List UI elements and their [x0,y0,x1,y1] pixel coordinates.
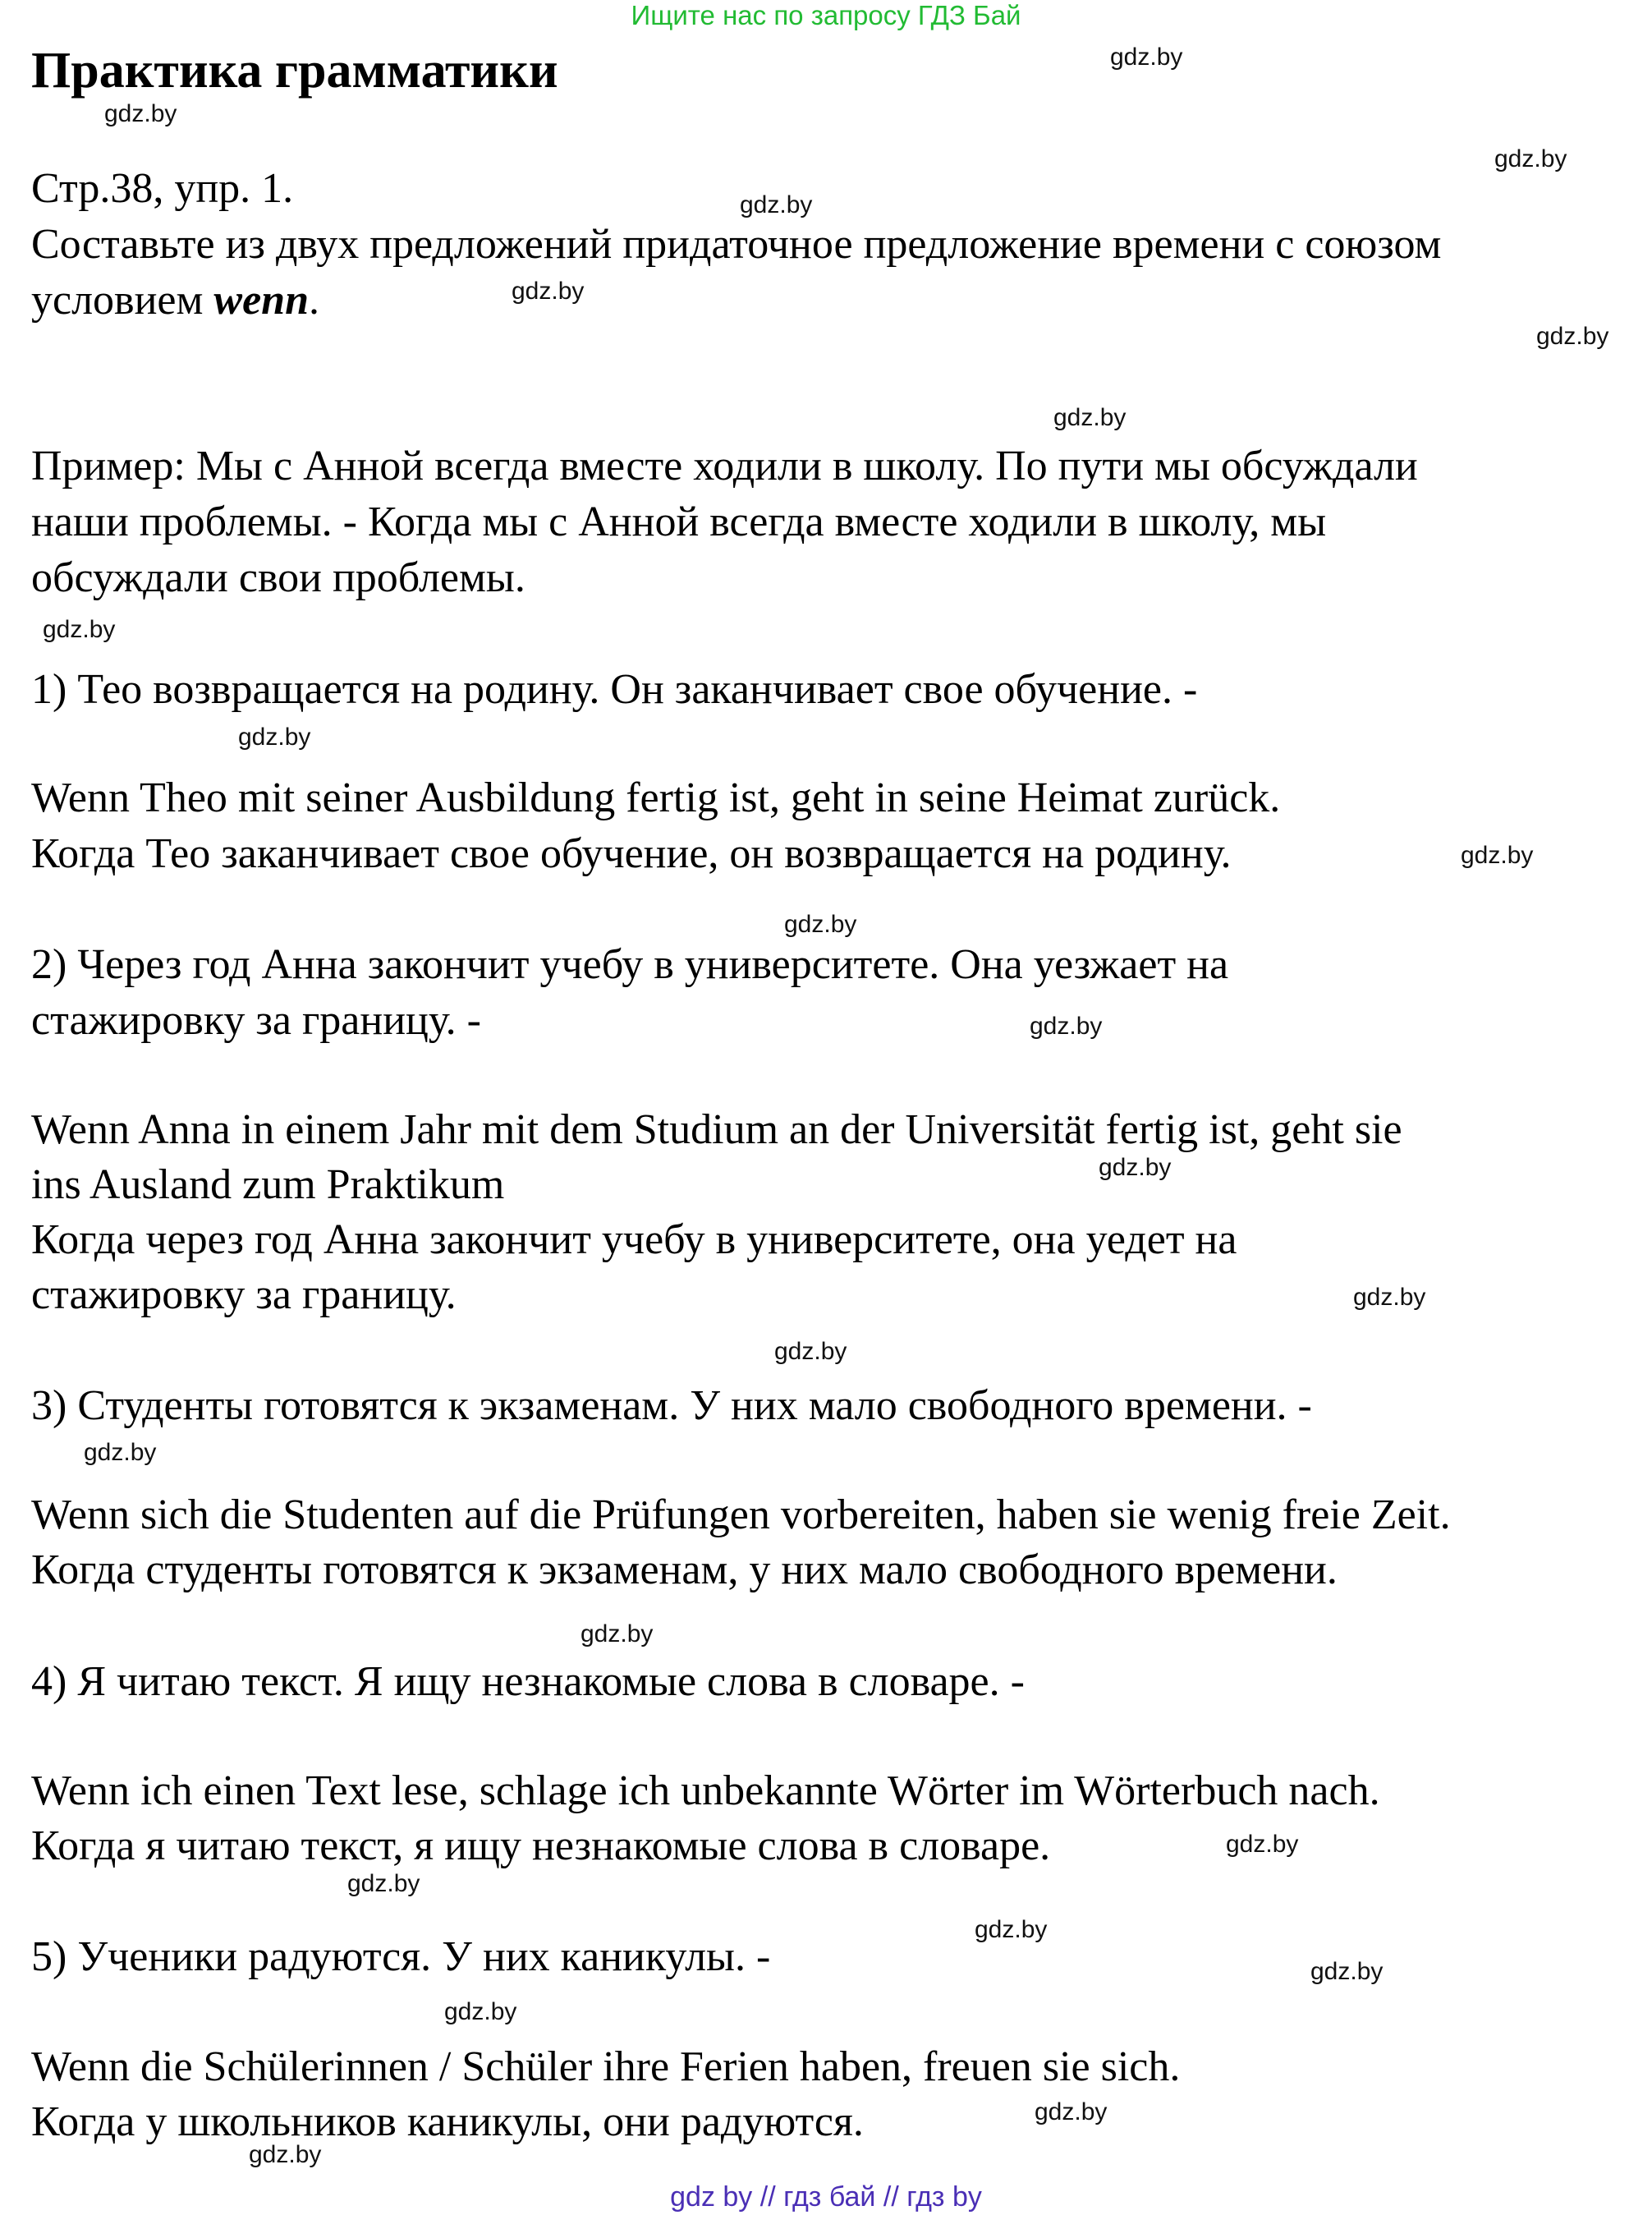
watermark: gdz.by [238,724,311,751]
item-2-russian-line-2: стажировку за границу. [31,1271,457,1318]
watermark: gdz.by [1099,1154,1172,1181]
watermark: gdz.by [444,1998,517,2025]
watermark: gdz.by [1494,145,1567,172]
item-3-prompt: 3) Студенты готовятся к экзаменам. У них мало свободного времени. - [31,1382,1312,1429]
task-reference: Стр.38, упр. 1. [31,165,294,212]
item-1-prompt: 1) Тео возвращается на родину. Он заканчивает свое обучение. - [31,666,1198,713]
example-line-3: обсуждали свои проблемы. [31,554,525,601]
item-2-russian-line-1: Когда через год Анна закончит учебу в университете, она уедет на [31,1216,1237,1263]
watermark: gdz.by [1461,842,1534,869]
watermark: gdz.by [784,911,857,938]
item-5-russian: Когда у школьников каникулы, они радуются. [31,2098,864,2145]
example-line-1: Пример: Мы с Анной всегда вместе ходили в школу. По пути мы обсуждали [31,443,1418,489]
watermark: gdz.by [740,191,813,218]
item-2-german-line-1: Wenn Anna in einem Jahr mit dem Studium an der Universität fertig ist, geht sie [31,1106,1402,1153]
footer-links[interactable]: gdz by // гдз бай // гдз by [670,2181,982,2213]
task-instruction-line-2 [31,276,319,325]
watermark: gdz.by [774,1338,847,1365]
watermark: gdz.by [84,1439,157,1466]
item-3-german: Wenn sich die Studenten auf die Prüfungen vorbereiten, haben sie wenig freie Zeit. [31,1491,1451,1538]
watermark: gdz.by [104,100,177,127]
watermark: gdz.by [249,2141,322,2168]
instruction-suffix: . [309,277,320,324]
watermark: gdz.by [1030,1013,1103,1040]
item-1-german: Wenn Theo mit seiner Ausbildung fertig ist, geht in seine Heimat zurück. [31,774,1281,821]
item-2-german-line-2: ins Ausland zum Praktikum [31,1161,505,1208]
item-4-russian: Когда я читаю текст, я ищу незнакомые слова в словаре. [31,1822,1051,1869]
watermark: gdz.by [975,1916,1048,1943]
watermark: gdz.by [1310,1958,1384,1985]
top-banner-link[interactable]: Ищите нас по запросу ГДЗ Бай [631,0,1021,30]
watermark: gdz.by [43,616,116,643]
watermark: gdz.by [1035,2098,1108,2125]
instruction-keyword: wenn [213,277,310,324]
watermark: gdz.by [512,278,585,305]
example-line-2: наши проблемы. - Когда мы с Анной всегда вместе ходили в школу, мы [31,499,1327,545]
item-5-german: Wenn die Schülerinnen / Schüler ihre Ferien haben, freuen sie sich. [31,2043,1181,2090]
watermark: gdz.by [347,1870,420,1897]
item-4-prompt: 4) Я читаю текст. Я ищу незнакомые слова в словаре. - [31,1658,1025,1705]
task-instruction-line-1: Составьте из двух предложений придаточное предложение времени с союзом [31,221,1442,268]
item-4-german: Wenn ich einen Text lese, schlage ich unbekannte Wörter im Wörterbuch nach. [31,1767,1380,1814]
item-3-russian: Когда студенты готовятся к экзаменам, у них мало свободного времени. [31,1546,1338,1593]
page-title: Практика грамматики [31,43,558,99]
watermark: gdz.by [1536,323,1609,350]
watermark: gdz.by [1353,1284,1426,1311]
instruction-prefix: условием [31,277,214,324]
watermark: gdz.by [1110,44,1183,71]
watermark: gdz.by [580,1620,654,1647]
watermark: gdz.by [1226,1831,1299,1858]
watermark: gdz.by [1053,404,1127,431]
item-2-prompt-line-1: 2) Через год Анна закончит учебу в университете. Она уезжает на [31,941,1229,988]
item-1-russian: Когда Тео заканчивает свое обучение, он возвращается на родину. [31,830,1232,877]
item-2-prompt-line-2: стажировку за границу. - [31,997,481,1044]
item-5-prompt: 5) Ученики радуются. У них каникулы. - [31,1933,771,1980]
